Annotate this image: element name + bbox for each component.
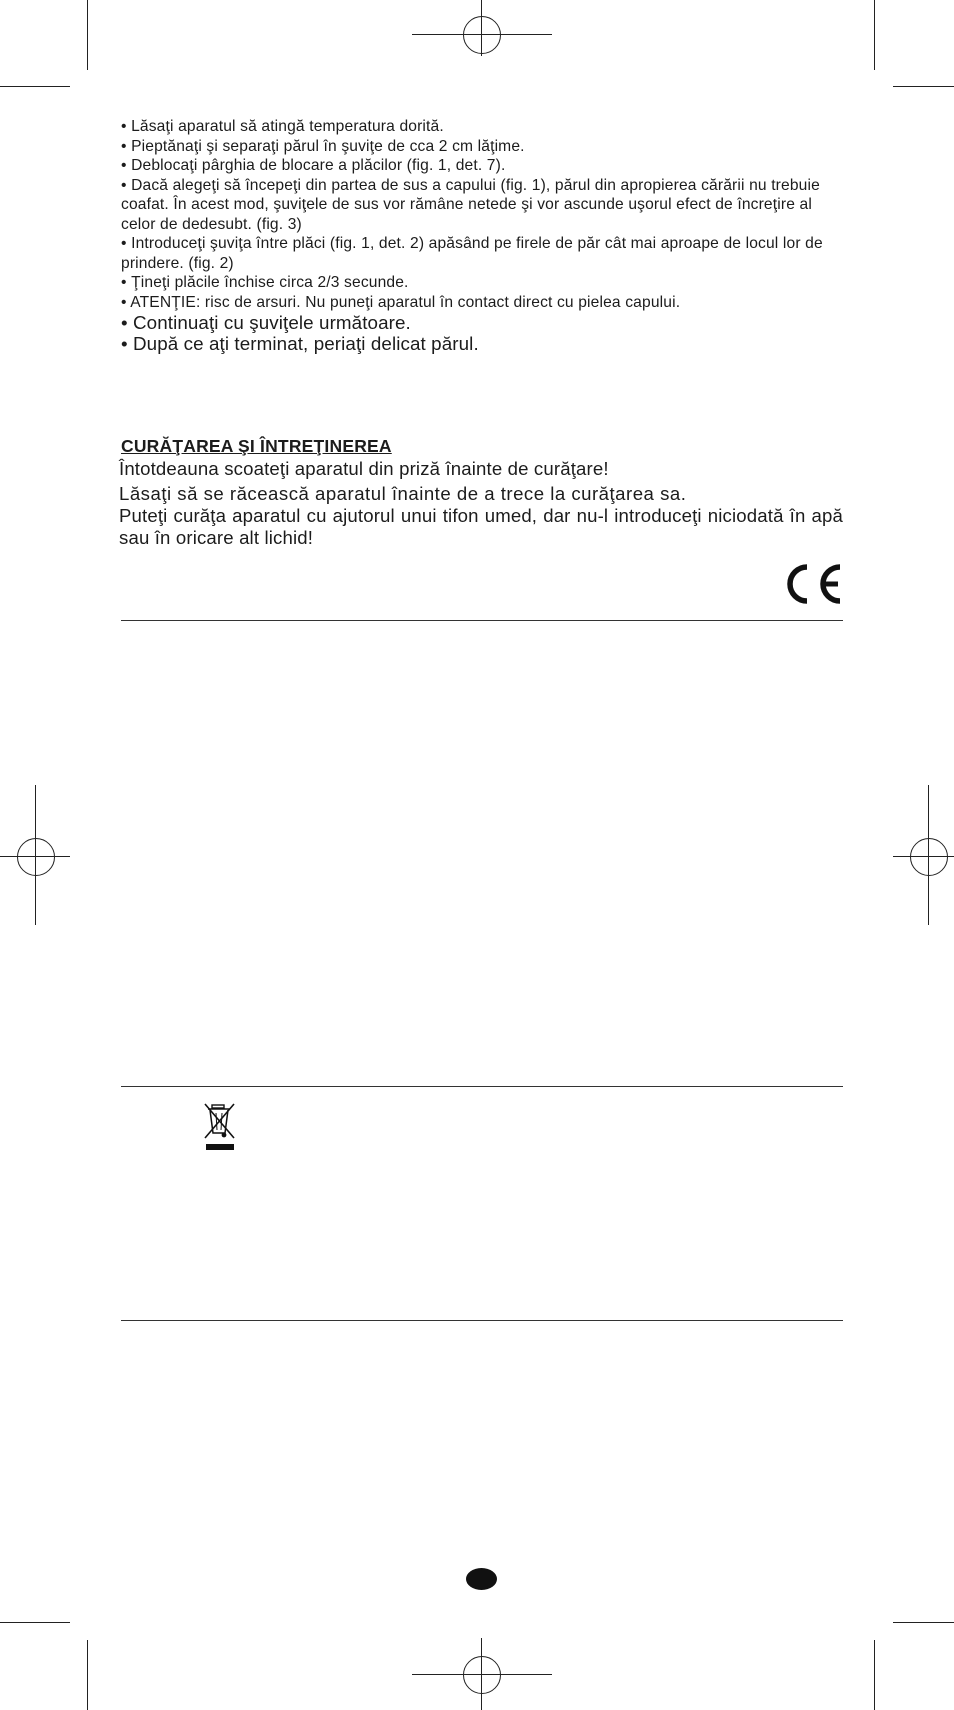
cleaning-line-unplug: Întotdeauna scoateţi aparatul din priză înainte de curăţare! bbox=[119, 458, 609, 479]
cleaning-line-wipe: Puteţi curăţa aparatul cu ajutorul unui tifon umed, dar nu-l introduceţi niciodată în apă sau în oricare alt lichid! bbox=[119, 505, 843, 548]
instruction-item: • Deblocaţi pârghia de blocare a plăcilor (fig. 1, det. 7). bbox=[121, 157, 506, 174]
crossed-out-bin-icon bbox=[203, 1101, 237, 1151]
cleaning-text bbox=[119, 458, 843, 549]
ce-mark-icon bbox=[781, 562, 844, 606]
page-dot-icon bbox=[466, 1568, 497, 1590]
instruction-item: • Introduceţi şuviţa între plăci (fig. 1, det. 2) apăsând pe firele de păr cât mai aproape de locul lor de prindere. (fig. 2) bbox=[121, 235, 823, 272]
instruction-item: • Dacă alegeţi să începeţi din partea de sus a capului (fig. 1), părul din apropierea cărării nu trebuie coafat. În acest mod, şuviţele de sus vor rămâne netede şi vor ascunde uşorul efect de încreţire al celor de dedesubt. (fig. 3) bbox=[121, 176, 820, 233]
divider bbox=[121, 1086, 843, 1087]
section-title: CURĂŢAREA ŞI ÎNTREŢINEREA bbox=[121, 436, 392, 456]
instruction-item: • Lăsaţi aparatul să atingă temperatura dorită. bbox=[121, 118, 444, 135]
instruction-item: • ATENŢIE: risc de arsuri. Nu puneţi aparatul în contact direct cu pielea capului. bbox=[121, 293, 681, 311]
usage-instructions bbox=[121, 117, 847, 354]
instruction-item: • Continuaţi cu şuviţele următoare. bbox=[121, 312, 411, 333]
divider bbox=[121, 1320, 843, 1321]
cleaning-line-cool: Lăsaţi să se răcească aparatul înainte de a trece la curăţarea sa. bbox=[119, 483, 687, 504]
divider bbox=[121, 620, 843, 621]
instruction-item: • Ţineţi plăcile închise circa 2/3 secunde. bbox=[121, 274, 409, 291]
instruction-item: • Pieptănaţi şi separaţi părul în şuviţe de cca 2 cm lăţime. bbox=[121, 137, 525, 155]
instruction-item: • După ce aţi terminat, periaţi delicat părul. bbox=[121, 333, 479, 354]
